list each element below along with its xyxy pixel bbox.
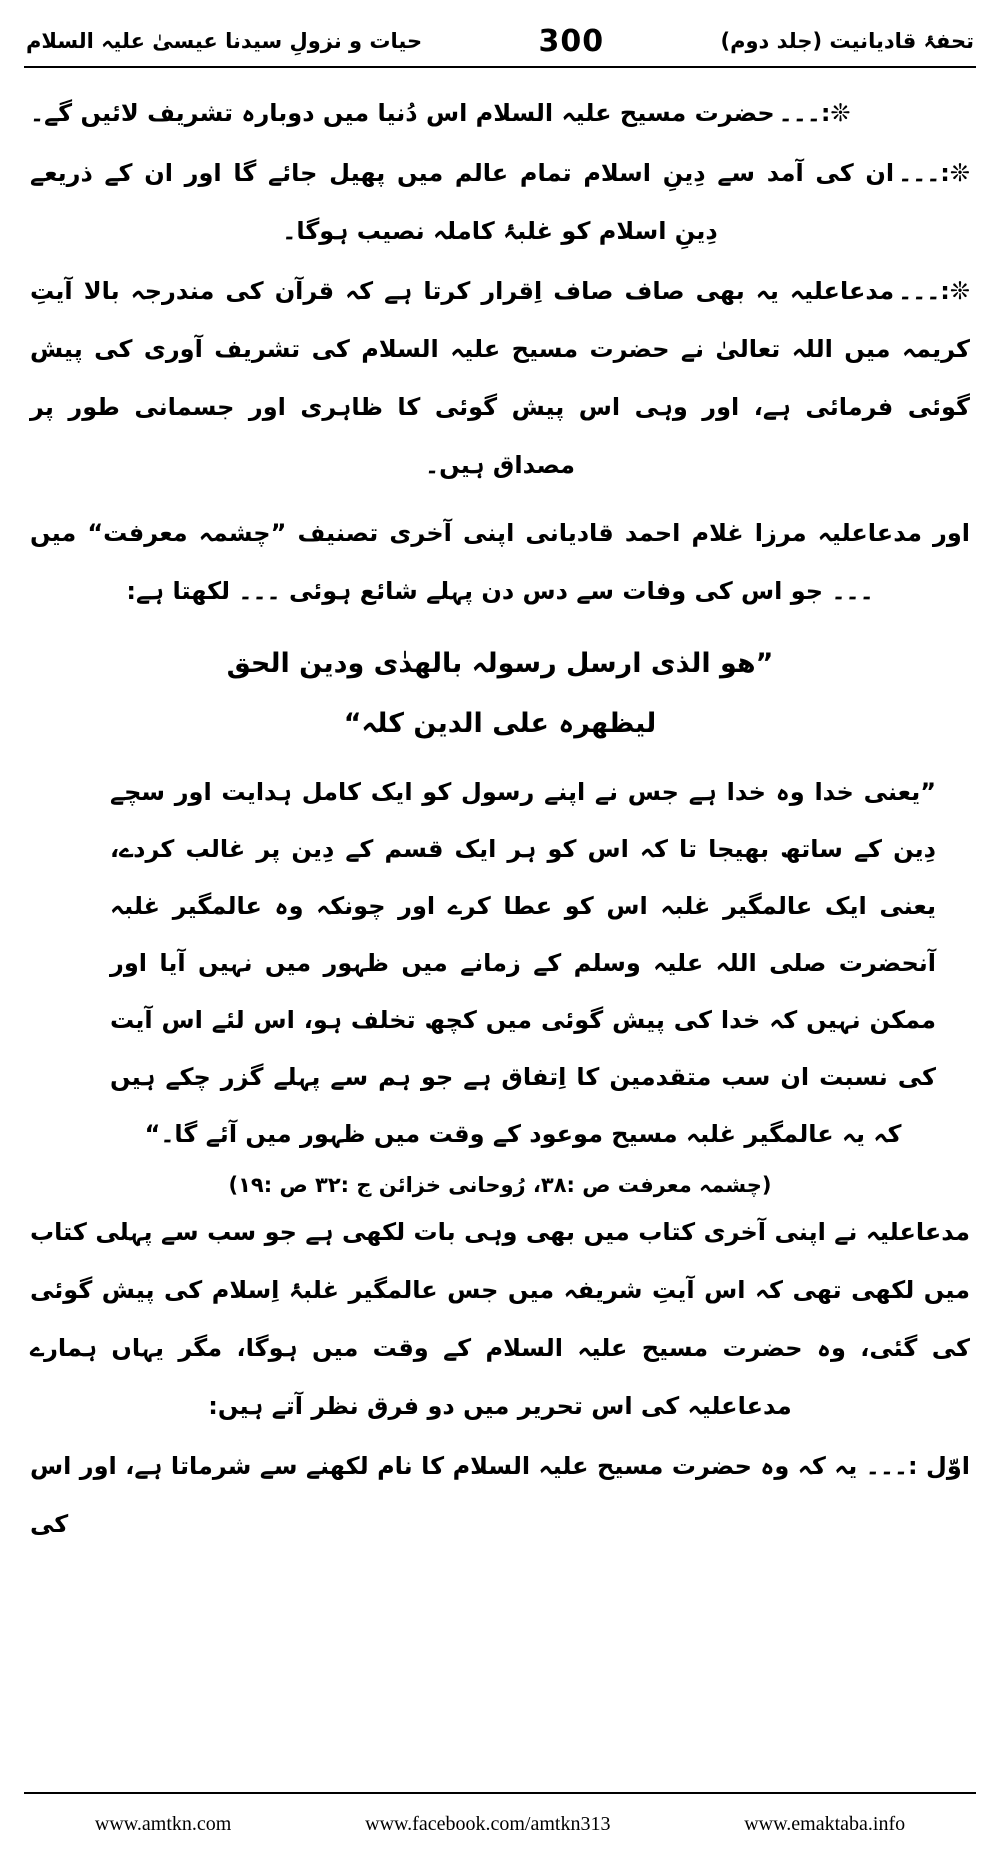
page-footer <box>0 1813 1000 1836</box>
arabic-quotation <box>30 634 970 754</box>
footer-link-emaktaba[interactable]: www.emaktaba.info <box>744 1813 906 1835</box>
spacer <box>30 496 970 504</box>
header-chapter-title: حیات و نزولِ سیدنا عیسیٰ علیہ السلام <box>26 29 423 53</box>
arabic-quotation-line-1: ”ھو الذی ارسل رسولہ بالھدٰی ودین الحق <box>226 648 774 679</box>
arabic-quotation-line-2: لیظھرہ علی الدین کلہ“ <box>343 708 657 739</box>
intro-paragraph: اور مدعاعلیہ مرزا غلام احمد قادیانی اپنی آخری تصنیف ”چشمہ معرفت“ میں ۔۔۔ جو اس کی وفات سے دس دن پہلے شائع ہوئی ۔۔۔ لکھتا ہے: <box>30 519 970 605</box>
numbered-point-first: اوّل :۔۔۔ یہ کہ وہ حضرت مسیح علیہ السلام کا نام لکھنے سے شرماتا ہے، اور اس کی <box>30 1452 970 1538</box>
page-header <box>0 18 1000 64</box>
commentary-paragraph: مدعاعلیہ نے اپنی آخری کتاب میں بھی وہی بات لکھی ہے جو سب سے پہلی کتاب میں لکھی تھی کہ اس آیتِ شریفہ میں جس عالمگیر غلبۂ اِسلام کی پیش گوئی کی گئی، وہ حضرت مسیح علیہ السلام کے وقت میں ہوگا، مگر یہاں ہمارے مدعاعلیہ کی اس تحریر میں دو فرق نظر آتے ہیں: <box>30 1218 970 1420</box>
footer-link-facebook[interactable]: www.facebook.com/amtkn313 <box>365 1813 611 1835</box>
citation-reference: (چشمہ معرفت ص :۳۸، رُوحانی خزائن ج :۳۲ ص :۱۹) <box>228 1173 772 1197</box>
bullet-paragraph-1: ❊:۔۔۔ حضرت مسیح علیہ السلام اس دُنیا میں دوبارہ تشریف لائیں گے۔ <box>30 84 970 142</box>
footer-link-website[interactable]: www.amtkn.com <box>94 1813 232 1835</box>
page-number: 300 <box>538 23 605 59</box>
header-divider <box>24 66 976 68</box>
bullet-paragraph-3: ❊:۔۔۔ مدعاعلیہ یہ بھی صاف صاف اِقرار کرتا ہے کہ قرآن کی مندرجہ بالا آیتِ کریمہ میں اللہ تعالیٰ نے حضرت مسیح علیہ السلام کی تشریف آوری کی پیش گوئی فرمائی ہے، اور وہی اس پیش گوئی کا ظاہری اور جسمانی طور پر مصداق ہیں۔ <box>30 262 970 494</box>
translation-quotation: ”یعنی خدا وہ خدا ہے جس نے اپنے رسول کو ایک کامل ہدایت اور سچے دِین کے ساتھ بھیجا تا کہ اس کو ہر ایک قسم کے دِین پر غالب کردے، یعنی ایک عالمگیر غلبہ اس کو عطا کرے اور چونکہ وہ عالمگیر غلبہ آنحضرت صلی اللہ علیہ وسلم کے زمانے میں ظہور میں نہیں آیا اور ممکن نہیں کہ خدا کی پیش گوئی میں کچھ تخلف ہو، اس لئے اس آیت کی نسبت ان سب متقدمین کا اِتفاق ہے جو ہم سے پہلے گزر چکے ہیں کہ یہ عالمگیر غلبہ مسیح موعود کے وقت میں ظہور میں آئے گا۔“ <box>110 778 936 1148</box>
page-content <box>30 84 970 1555</box>
header-book-title: تحفۂ قادیانیت (جلد دوم) <box>720 29 974 53</box>
bullet-paragraph-2: ❊:۔۔۔ ان کی آمد سے دِینِ اسلام تمام عالم میں پھیل جائے گا اور ان کے ذریعے دِینِ اسلام کو غلبۂ کاملہ نصیب ہوگا۔ <box>30 144 970 260</box>
footer-divider <box>24 1792 976 1794</box>
